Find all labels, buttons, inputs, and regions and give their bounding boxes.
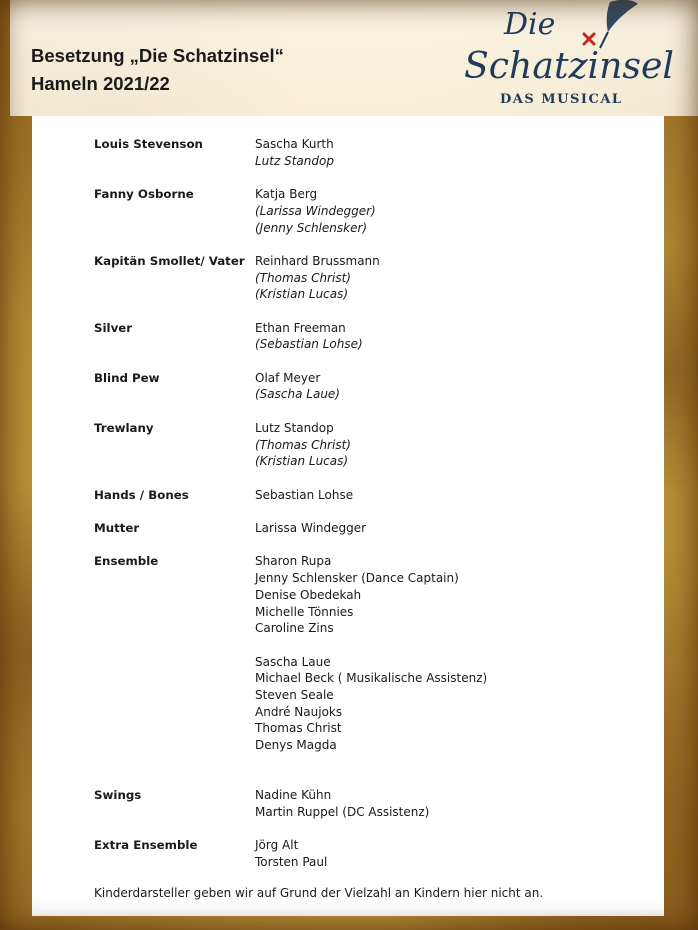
role-name: Silver xyxy=(94,320,133,335)
role-name: Hands / Bones xyxy=(94,487,189,502)
cast-entry xyxy=(94,320,654,353)
actor-name: Lutz Standop xyxy=(255,420,334,435)
actor-name: Thomas Christ xyxy=(255,721,342,736)
actor-list xyxy=(255,136,654,169)
page-title xyxy=(31,42,284,98)
actor-name: Michelle Tönnies xyxy=(255,604,354,619)
actor-name: Sebastian Lohse xyxy=(255,487,354,502)
role-name: Swings xyxy=(94,788,142,803)
actor-list xyxy=(255,837,654,870)
actor-list xyxy=(255,320,654,353)
actor-name: Torsten Paul xyxy=(255,855,328,870)
spacer xyxy=(94,403,654,420)
actor-name: Larissa Windegger xyxy=(255,521,367,536)
logo-line-1: Die xyxy=(504,7,556,42)
cast-entry xyxy=(94,186,654,236)
role-name: Fanny Osborne xyxy=(94,187,194,202)
actor-list xyxy=(255,487,654,504)
title-line-1: Besetzung „Die Schatzinsel“ xyxy=(31,45,284,66)
role-name: Blind Pew xyxy=(94,370,160,385)
logo-tagline: DAS MUSICAL xyxy=(500,92,623,107)
role-name: Ensemble xyxy=(94,554,159,569)
actor-name: Nadine Kühn xyxy=(255,788,332,803)
alternate-actor: (Thomas Christ) xyxy=(255,270,351,285)
role-name: Trewlany xyxy=(94,420,154,435)
spacer xyxy=(94,169,654,186)
cast-entry xyxy=(94,136,654,169)
actor-name: Sascha Laue xyxy=(255,654,331,669)
actor-name: Steven Seale xyxy=(255,688,334,703)
actor-name: Martin Ruppel (DC Assistenz) xyxy=(255,804,430,819)
spacer xyxy=(94,353,654,370)
alternate-actor: (Jenny Schlensker) xyxy=(255,220,368,235)
alternate-actor: (Sebastian Lohse) xyxy=(255,337,363,352)
alternate-actor: (Kristian Lucas) xyxy=(255,287,349,302)
alternate-actor: (Kristian Lucas) xyxy=(255,454,349,469)
actor-name: Olaf Meyer xyxy=(255,370,321,385)
musical-logo xyxy=(462,0,688,110)
actor-list xyxy=(255,370,654,403)
spacer xyxy=(94,754,654,787)
actor-list xyxy=(255,787,654,820)
actor-name: Michael Beck ( Musikalische Assistenz) xyxy=(255,671,488,686)
actor-list xyxy=(255,186,654,236)
spacer xyxy=(94,537,654,554)
role-name: Mutter xyxy=(94,521,140,536)
actor-list xyxy=(255,553,654,753)
logo-line-2: Schatzinsel xyxy=(464,46,674,87)
role-name: Kapitän Smollet/ Vater xyxy=(94,253,245,268)
cast-entry xyxy=(94,520,654,537)
actor-name: André Naujoks xyxy=(255,704,343,719)
actor-name: Sharon Rupa xyxy=(255,554,332,569)
footnote: Kinderdarsteller geben wir auf Grund der Vielzahl an Kindern hier nicht an. xyxy=(94,886,544,900)
actor-name: Sascha Kurth xyxy=(255,137,334,151)
actor-name xyxy=(255,637,654,654)
cast-list xyxy=(94,136,654,871)
alternate-actor: Lutz Standop xyxy=(255,153,334,168)
cast-entry xyxy=(94,837,654,870)
cast-entry xyxy=(94,420,654,470)
cast-entry xyxy=(94,553,654,753)
actor-name: Jörg Alt xyxy=(255,838,299,853)
actor-list xyxy=(255,520,654,537)
actor-list xyxy=(255,420,654,470)
title-line-2: Hameln 2021/22 xyxy=(31,73,170,94)
alternate-actor: (Sascha Laue) xyxy=(255,387,340,402)
alternate-actor: (Larissa Windegger) xyxy=(255,203,376,218)
actor-name: Reinhard Brussmann xyxy=(255,253,380,268)
spacer xyxy=(94,821,654,838)
cast-entry xyxy=(94,370,654,403)
actor-name: Jenny Schlensker (Dance Captain) xyxy=(255,571,459,586)
cast-entry xyxy=(94,253,654,303)
spacer xyxy=(94,470,654,487)
actor-list xyxy=(255,253,654,303)
role-name: Louis Stevenson xyxy=(94,137,203,151)
role-name: Extra Ensemble xyxy=(94,838,198,853)
actor-name: Caroline Zins xyxy=(255,621,334,636)
alternate-actor: (Thomas Christ) xyxy=(255,437,351,452)
spacer xyxy=(94,236,654,253)
actor-name: Denys Magda xyxy=(255,738,337,753)
actor-name: Ethan Freeman xyxy=(255,320,346,335)
actor-name: Denise Obedekah xyxy=(255,587,362,602)
quill-icon xyxy=(600,0,638,48)
actor-name: Katja Berg xyxy=(255,187,318,202)
treasure-x-icon xyxy=(584,34,594,44)
cast-entry xyxy=(94,487,654,504)
spacer xyxy=(94,303,654,320)
spacer xyxy=(94,503,654,520)
cast-entry xyxy=(94,787,654,820)
